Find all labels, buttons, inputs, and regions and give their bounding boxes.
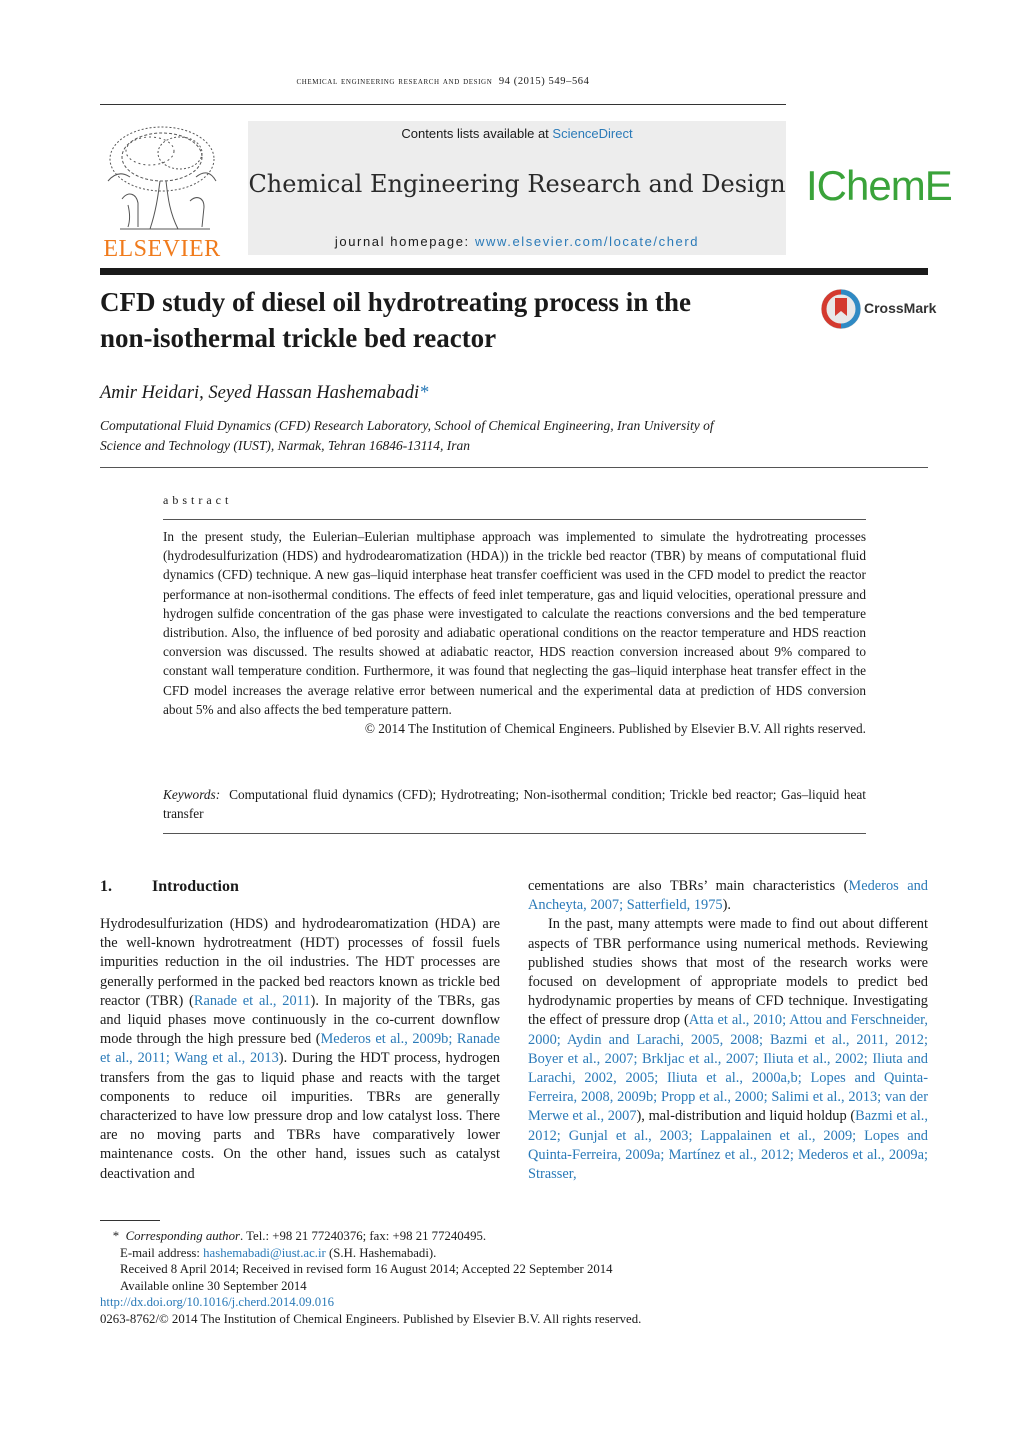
corresponding-label: Corresponding author <box>125 1229 240 1243</box>
right-paragraph-2 <box>528 915 928 1184</box>
contents-prefix: Contents lists available at <box>401 126 553 141</box>
available-online: Available online 30 September 2014 <box>120 1278 307 1293</box>
authors-text: Amir Heidari, Seyed Hassan Hashemabadi <box>100 383 420 403</box>
keywords-bottom-rule <box>163 833 866 834</box>
abstract-text: In the present study, the Eulerian–Eulerian multiphase approach was implemented to simulate the hydrotreating processes (hydrodesulfurization (HDS) and hydrodearomatization (HDA)) in the trickle bed reactor (TBR) by means of computational fluid dynamics (CFD) technique. A new gas–liquid interphase heat transfer coefficient was used in the CFD model to predict the reactor performance at non-isothermal conditions. The effects of feed inlet temperature, gas and liquid velocities, operational pressure and hydrogen sulfide concentration of the gas phase were investigated to calculate the reactions conversions and the bed temperature distribution. Also, the influence of bed porosity and adiabatic operational conditions on the reactor temperature and HDS reaction conversion was discussed. The results showed at adiabatic reactor, HDS reaction conversion increased about 9% compared to constant wall temperature condition. Furthermore, it was found that neglecting the gas–liquid interphase heat transfer effect in the CFD model increases the average relative error between numerical and the experimental data at prediction of HDS conversion about 5% and also affects the bed temperature pattern. <box>163 529 866 717</box>
email-prefix: E-mail address: <box>120 1245 204 1260</box>
right-para-text-1: cementations are also TBRs’ main characteristics ( <box>528 878 849 894</box>
citation-link[interactable]: Mederos et al., 2009b; Ranade et al., 2011; Wang et al., 2013 <box>100 1031 500 1067</box>
contents-line <box>248 126 786 141</box>
citation-link[interactable]: Ranade et al., 2011 <box>193 992 311 1009</box>
email-link[interactable]: hashemabadi@iust.ac.ir <box>203 1245 326 1260</box>
journal-name: Chemical Engineering Research and Design <box>248 170 786 198</box>
footnotes <box>100 1228 740 1328</box>
corresponding-author-mark[interactable]: * <box>419 383 429 403</box>
affiliation <box>100 416 790 456</box>
email-suffix: (S.H. Hashemabadi). <box>325 1245 437 1260</box>
right-para-text-2: ). <box>722 897 732 914</box>
abstract-rule <box>163 519 866 520</box>
keywords-text: Computational fluid dynamics (CFD); Hydrotreating; Non-isothermal condition; Trickle bed reactor; Gas–liquid heat transfer <box>163 787 866 822</box>
footnote-divider <box>100 1220 160 1221</box>
homepage-prefix: journal homepage: <box>334 234 475 249</box>
keywords-label: Keywords: <box>163 787 221 802</box>
section-title: Introduction <box>152 878 239 895</box>
crossmark-icon[interactable] <box>820 288 862 335</box>
header-divider <box>100 104 786 105</box>
elsevier-logo-text: ELSEVIER <box>103 236 221 262</box>
abstract-body <box>163 527 866 738</box>
journal-homepage <box>248 234 786 249</box>
issn-copyright: 0263-8762/© 2014 The Institution of Chemical Engineers. Published by Elsevier B.V. All rights reserved. <box>100 1311 642 1326</box>
right-para-text-4: ), mal-distribution and liquid holdup ( <box>636 1108 856 1125</box>
citation-link[interactable]: Bazmi et al., 2012; Gunjal et al., 2003; Lappalainen et al., 2009; Lopes and Quinta-Ferreira, 2009a; Martínez et al., 2012; Mederos et al., 2009a; Strasser, <box>528 1108 928 1183</box>
title-top-rule <box>100 268 928 275</box>
corresponding-author-note: * Corresponding author. Tel.: +98 21 77240376; fax: +98 21 77240495. <box>100 1229 487 1243</box>
title-line-2: non-isothermal trickle bed reactor <box>100 323 497 353</box>
abstract-copyright: © 2014 The Institution of Chemical Engineers. Published by Elsevier B.V. All rights reserved. <box>364 721 866 737</box>
title-line-1: CFD study of diesel oil hydrotreating process in the <box>100 287 692 317</box>
citation-link[interactable]: Mederos and Ancheyta, 2007; Satterfield, 1975 <box>528 878 929 914</box>
left-para-text-2: ). In majority of the TBRs, gas and liquid phases move continuously in the co-current downflow mode through the high pressure bed ( <box>100 992 500 1048</box>
left-para-text-3: ). During the HDT process, hydrogen transfers from the gas to liquid phase and reacts with the target components to reduce oil impurities. TBRs are generally characterized to have low pressure drop and low catalyst loss. There are no moving parts and TBRs have comparatively lower maintenance costs. On the other hand, issues such as catalyst deactivation and <box>100 1050 500 1182</box>
keywords-block <box>163 785 866 823</box>
homepage-link[interactable]: www.elsevier.com/locate/cherd <box>474 234 700 249</box>
author-list <box>100 383 428 404</box>
article-title <box>100 284 800 356</box>
corresponding-contact: . Tel.: +98 21 77240376; fax: +98 21 77240495. <box>239 1229 487 1243</box>
running-head-volume: 94 (2015) 549–564 <box>498 76 590 87</box>
affiliation-line-1: Computational Fluid Dynamics (CFD) Research Laboratory, School of Chemical Engineering, Iran University of <box>100 418 714 433</box>
right-para-text-3: In the past, many attempts were made to find out about different aspects of TBR performance using numerical methods. Reviewing published studies shows that most of the research works were focused on development of appropriate models to predict bed hydrodynamic properties by means of CFD technique. Investigating the effect of pressure drop ( <box>528 916 928 1029</box>
left-column <box>100 915 500 1184</box>
doi-link[interactable]: http://dx.doi.org/10.1016/j.cherd.2014.09.016 <box>100 1295 335 1310</box>
left-para-text-1: Hydrodesulfurization (HDS) and hydrodearomatization (HDA) are the well-known hydrotreatment (HDT) processes of fossil fuels impurities reduction in the oil industries. The HDT processes are generally performed in the packed bed reactors known as trickle bed reactor (TBR) ( <box>100 916 500 1009</box>
citation-link[interactable]: Atta et al., 2010; Attou and Ferschneider, 2000; Aydin and Larachi, 2005, 2008; Bazmi et al., 2011, 2012; Boyer et al., 2007; Brkljac et al., 2007; Iliuta et al., 2002; Iliuta and Larachi, 2002, 2005; Iliuta et al., 2000a,b; Lopes and Quinta-Ferreira, 2008, 2009b; Propp et al., 2000; Salimi et al., 2013; van der Merwe et al., 2007 <box>528 1012 928 1125</box>
icheme-logo: IChemE <box>806 162 952 209</box>
affiliation-line-2: Science and Technology (IUST), Narmak, Tehran 16846-13114, Iran <box>100 438 470 453</box>
elsevier-tree-icon <box>100 121 224 233</box>
running-head <box>100 76 786 87</box>
right-column <box>528 877 928 1184</box>
section-number: 1. <box>100 878 112 895</box>
email-note <box>100 1245 740 1262</box>
abstract-heading: abstract <box>163 493 233 507</box>
right-paragraph-1 <box>528 877 928 915</box>
running-head-journal: chemical engineering research and design <box>296 76 493 87</box>
crossmark-label[interactable]: CrossMark <box>864 300 937 316</box>
section-heading <box>100 878 239 896</box>
received-dates: Received 8 April 2014; Received in revised form 16 August 2014; Accepted 22 September 2014 <box>120 1262 613 1277</box>
sciencedirect-link[interactable]: ScienceDirect <box>552 126 633 141</box>
abstract-top-rule <box>100 467 928 468</box>
